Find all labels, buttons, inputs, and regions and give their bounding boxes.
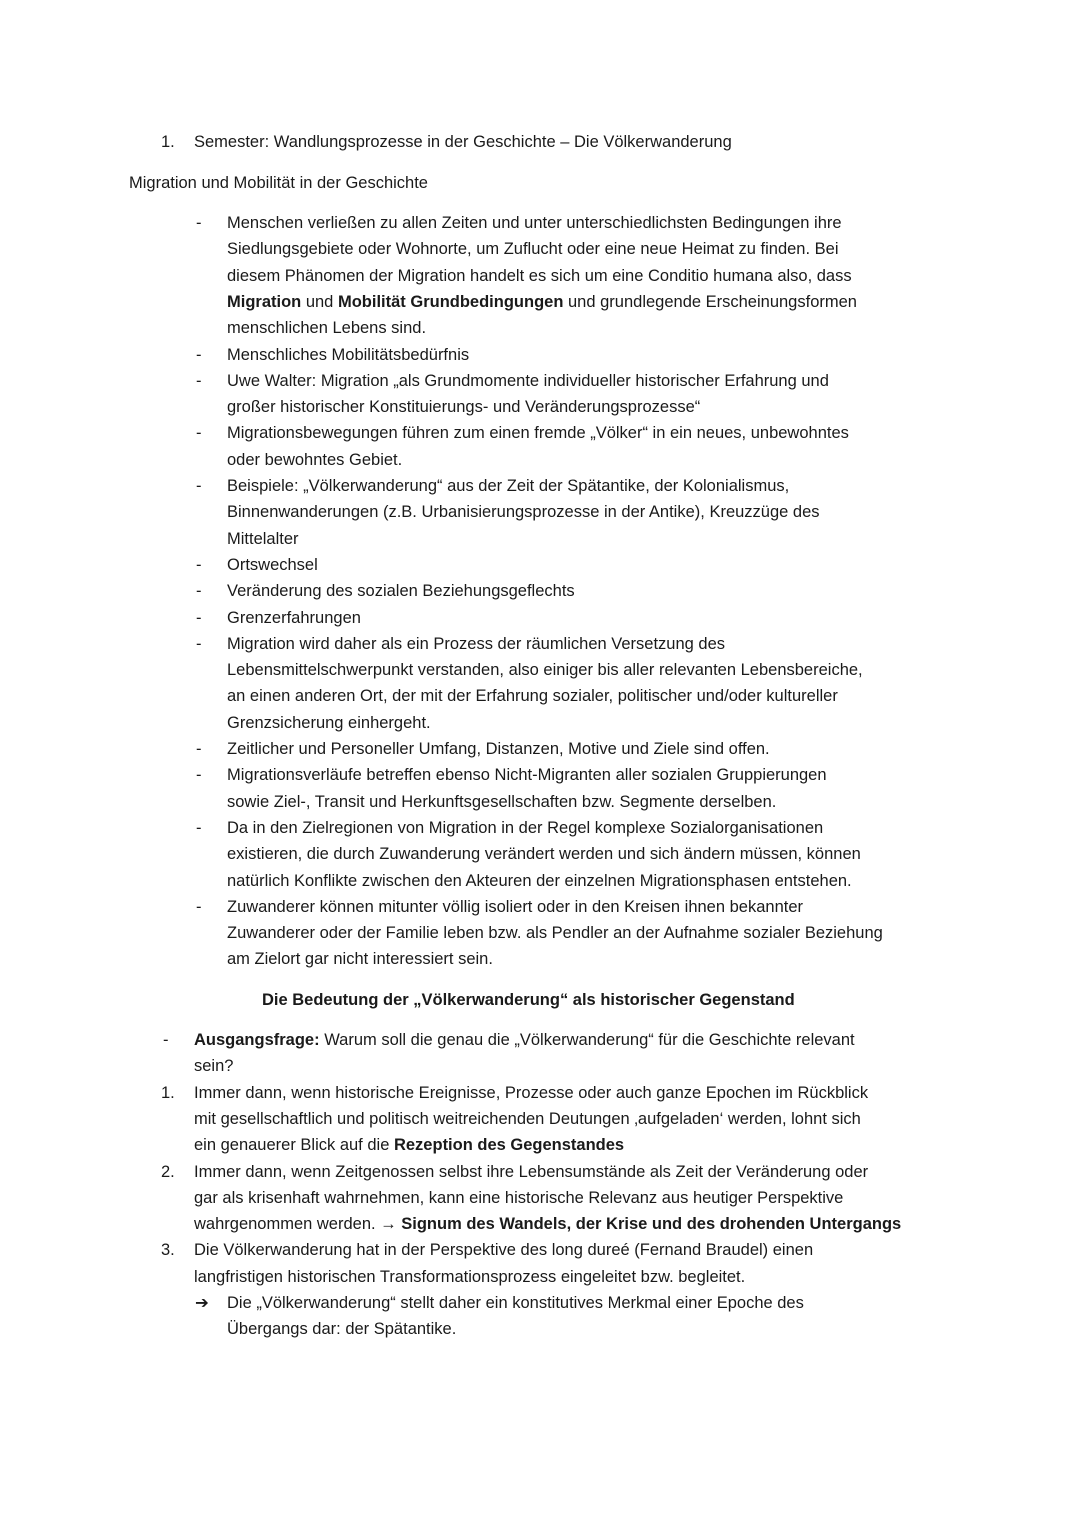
- bullet-dash: -: [196, 608, 202, 627]
- bullet-text-line: Da in den Zielregionen von Migration in der Regel komplexe Sozialorganisationen: [227, 818, 824, 837]
- bullet-text-line: Grenzsicherung einhergeht.: [227, 713, 431, 732]
- bold-term: Mobilität Grundbedingungen: [337, 292, 564, 311]
- bold-term: Ausgangsfrage:: [194, 1031, 320, 1049]
- bullet-dash: -: [196, 634, 202, 653]
- bullet-text-line: Uwe Walter: Migration „als Grundmomente individueller historischer Erfahrung und: [227, 371, 829, 390]
- bullet-text-line: Zuwanderer können mitunter völlig isoliert oder in den Kreisen ihnen bekannter: [227, 897, 804, 916]
- list-text-line: ein genauerer Blick auf die Rezeption des Gegenstandes: [194, 1136, 625, 1155]
- bullet-dash: -: [196, 766, 202, 785]
- header-number: 1.: [161, 133, 175, 151]
- bullet-text-line: Migrationsverläufe betreffen ebenso Nicht-Migranten aller sozialen Gruppierungen: [227, 766, 827, 785]
- document-title: Semester: Wandlungsprozesse in der Geschichte – Die Völkerwanderung: [194, 133, 732, 151]
- bullet-text-line: menschlichen Lebens sind.: [227, 319, 427, 338]
- section-heading-bedeutung: Die Bedeutung der „Völkerwanderung“ als historischer Gegenstand: [262, 991, 795, 1009]
- list-text-line: Immer dann, wenn historische Ereignisse, Prozesse oder auch ganze Epochen im Rückblick: [194, 1083, 869, 1102]
- bullet-dash: -: [196, 740, 202, 758]
- bullet-text-line: Menschen verließen zu allen Zeiten und unter unterschiedlichsten Bedingungen ihre: [227, 214, 842, 232]
- bullet-dash: -: [163, 1031, 169, 1049]
- bullet-dash: -: [196, 897, 202, 916]
- bullet-text-line: Migration und Mobilität Grundbedingungen und grundlegende Erscheinungsformen: [227, 292, 857, 311]
- bullet-dash: -: [196, 214, 202, 232]
- bullet-text-line: am Zielort gar nicht interessiert sein.: [227, 950, 493, 969]
- bullet-text-line: Grenzerfahrungen: [227, 608, 361, 627]
- list-text-line: langfristigen historischen Transformationsprozess eingeleitet bzw. begleitet.: [194, 1267, 746, 1286]
- bullet-text-line: Ortswechsel: [227, 555, 318, 574]
- list-number: 1.: [161, 1083, 175, 1102]
- conclusion-text-line: Übergangs dar: der Spätantike.: [227, 1320, 457, 1339]
- bullet-text-line: existieren, die durch Zuwanderung verändert werden und sich ändern müssen, können: [227, 845, 861, 864]
- bullet-text-line: Migrationsbewegungen führen zum einen fremde „Völker“ in ein neues, unbewohntes: [227, 424, 849, 443]
- bullet-text-line: an einen anderen Ort, der mit der Erfahrung sozialer, politischer und/oder kultureller: [227, 687, 838, 706]
- bullet-dash: -: [196, 477, 202, 495]
- bullet-text-line: Veränderung des sozialen Beziehungsgeflechts: [227, 582, 575, 601]
- bullet-dash: -: [196, 818, 202, 837]
- bullet-text-line: Menschliches Mobilitätsbedürfnis: [227, 345, 470, 364]
- bullet-dash: -: [196, 582, 202, 601]
- list-text-line: gar als krisenhaft wahrnehmen, kann eine historische Relevanz aus heutiger Perspektive: [194, 1188, 844, 1207]
- bullet-dash: -: [196, 371, 202, 390]
- bullet-text-line: Zuwanderer oder der Familie leben bzw. als Pendler an der Aufnahme sozialer Beziehung: [227, 924, 883, 943]
- bullet-dash: -: [196, 345, 202, 364]
- list-text-line: mit gesellschaftlich und politisch weitreichenden Deutungen ‚aufgeladen‘ werden, lohnt sich: [194, 1109, 861, 1128]
- bullet-text-line: großer historischer Konstituierungs- und Veränderungsprozesse“: [227, 398, 701, 417]
- list-number: 2.: [161, 1162, 175, 1181]
- list-text-line: Die Völkerwanderung hat in der Perspektive des long dureé (Fernand Braudel) einen: [194, 1241, 814, 1260]
- list-text-line: Immer dann, wenn Zeitgenossen selbst ihre Lebensumstände als Zeit der Veränderung oder: [194, 1162, 869, 1181]
- list-text-line: sein?: [194, 1057, 234, 1076]
- bullet-text-line: Binnenwanderungen (z.B. Urbanisierungsprozesse in der Antike), Kreuzzüge des: [227, 503, 820, 522]
- arrow-right-icon: ➔: [195, 1294, 209, 1312]
- bold-term: Migration: [227, 292, 302, 311]
- bullet-text-line: diesem Phänomen der Migration handelt es sich um eine Conditio humana also, dass: [227, 266, 852, 285]
- bullet-text-line: Zeitlicher und Personeller Umfang, Distanzen, Motive und Ziele sind offen.: [227, 740, 770, 758]
- bullet-text-line: oder bewohntes Gebiet.: [227, 450, 403, 469]
- bold-term: Rezeption des Gegenstandes: [393, 1136, 625, 1155]
- bullet-text-line: Migration wird daher als ein Prozess der räumlichen Versetzung des: [227, 634, 725, 653]
- conclusion-text-line: Die „Völkerwanderung“ stellt daher ein konstitutives Merkmal einer Epoche des: [227, 1294, 804, 1312]
- section-heading-migration: Migration und Mobilität in der Geschichte: [129, 174, 428, 192]
- bullet-text-line: Mittelalter: [227, 529, 299, 548]
- list-text-line: wahrgenommen werden. → Signum des Wandels, der Krise und des drohenden Untergangs: [194, 1215, 902, 1234]
- bullet-dash: -: [196, 424, 202, 443]
- bullet-text-line: Siedlungsgebiete oder Wohnorte, um Zuflucht oder eine neue Heimat zu finden. Bei: [227, 240, 839, 259]
- list-text-line: Ausgangsfrage: Warum soll die genau die „Völkerwanderung“ für die Geschichte relevant: [194, 1031, 855, 1049]
- bullet-text-line: sowie Ziel-, Transit und Herkunftsgesellschaften bzw. Segmente derselben.: [227, 792, 777, 811]
- bullet-dash: -: [196, 555, 202, 574]
- bold-term: Signum des Wandels, der Krise und des drohenden Untergangs: [401, 1215, 902, 1234]
- bullet-text-line: natürlich Konflikte zwischen den Akteuren der einzelnen Migrationsphasen entstehen.: [227, 871, 852, 890]
- bullet-text-line: Lebensmittelschwerpunkt verstanden, also einiger bis aller relevanten Lebensbereiche,: [227, 661, 863, 680]
- list-number: 3.: [161, 1241, 175, 1260]
- bullet-text-line: Beispiele: „Völkerwanderung“ aus der Zeit der Spätantike, der Kolonialismus,: [227, 477, 790, 495]
